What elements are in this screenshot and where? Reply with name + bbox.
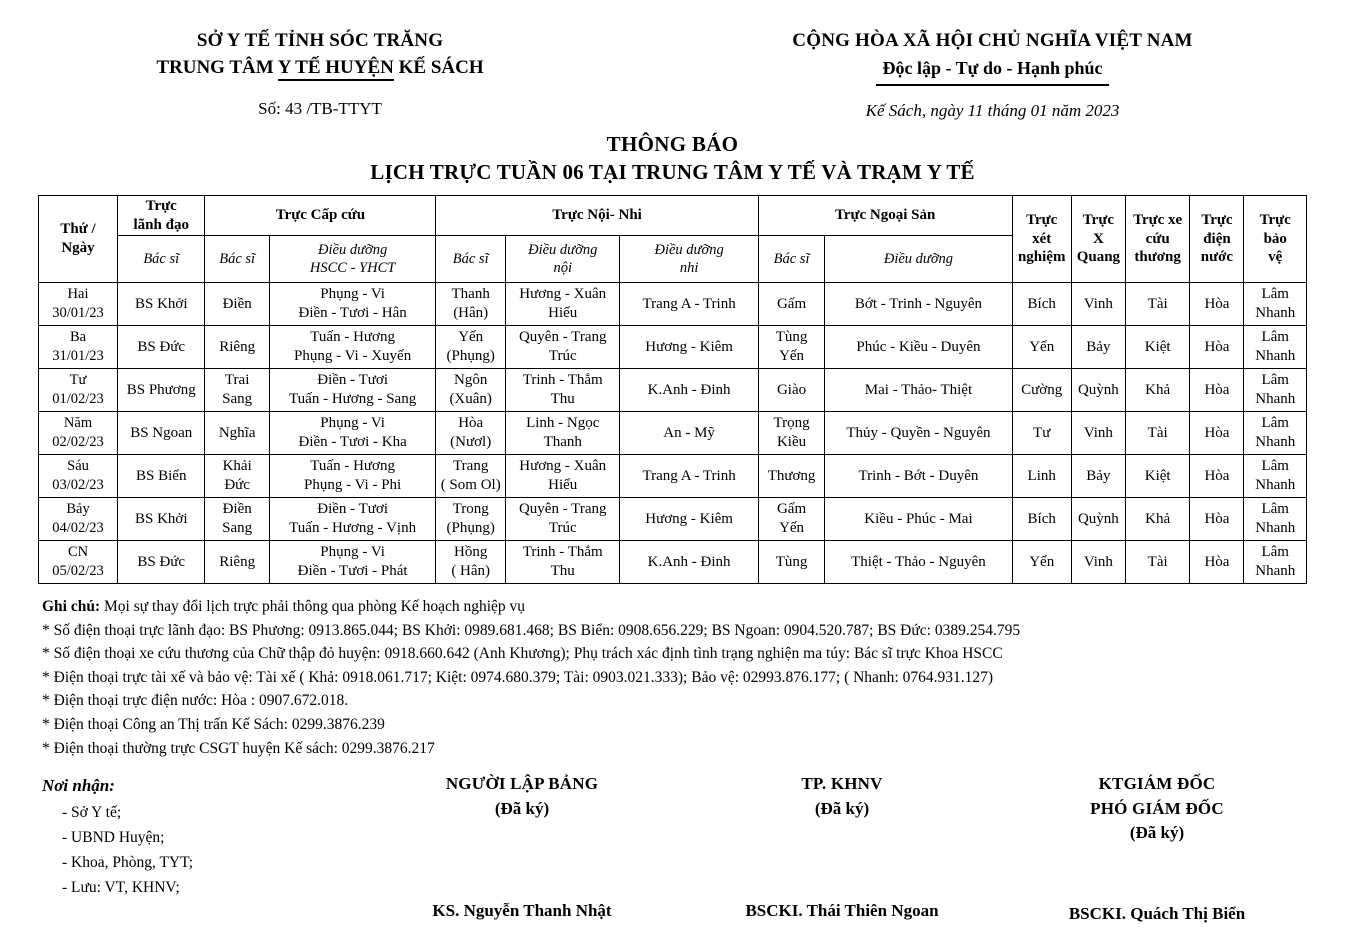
recipients-title: Nơi nhận: [42,776,115,796]
cell-int-nurse-l1: Trinh - Thắm [522,543,603,560]
cell-emg-nurse-l1: Tuấn - Hương [310,328,395,345]
cell-emg-doctor [205,326,269,369]
cell-leader: BS Biển [118,455,205,498]
cell-int-doctor [436,283,506,326]
page-title: THÔNG BÁO [606,132,739,157]
signature-signed-note: (Đã ký) [814,798,870,818]
cell-driver: Khả [1125,369,1189,412]
cell-day-date: 02/02/23 [52,434,104,451]
cell-power: Hòa [1190,412,1244,455]
cell-emg-nurse [269,369,435,412]
cell-guard-l2: Nhanh [1255,434,1296,451]
th-ambulance-duty [1125,195,1189,283]
cell-day-date: 31/01/23 [52,348,104,365]
recipient-item: - Lưu: VT, KHNV; [62,878,180,896]
cell-emg-nurse-l2: Tuấn - Hương - Sang [289,391,417,408]
cell-day [39,498,118,541]
cell-int-nurse-l1: Quyên - Trang [518,500,607,517]
cell-emg-doctor-l1: Trai [224,371,250,388]
recipient-item: - Khoa, Phòng, TYT; [62,853,194,871]
cell-int-nurse [506,326,620,369]
cell-int-doctor-l2: (Phụng) [446,348,495,365]
province-health-department: SỞ Y TẾ TỈNH SÓC TRĂNG [196,30,444,51]
cell-day-name: Bảy [66,501,90,518]
cell-emg-nurse-l2: Điền - Tươi - Phát [297,563,408,580]
cell-peds-nurse: K.Anh - Đinh [620,369,758,412]
cell-leader: BS Khởi [118,498,205,541]
cell-surg-nurse: Trinh - Bớt - Duyên [825,455,1012,498]
table-body [39,283,1307,584]
cell-surg-doctor-l1: Tùng [775,328,808,345]
cell-surg-nurse: Bớt - Trinh - Nguyên [825,283,1012,326]
cell-int-doctor-l1: Thanh [451,285,490,302]
cell-emg-doctor-l1: Riêng [219,553,256,570]
cell-day-name: Tư [69,372,87,389]
cell-guard [1244,541,1307,584]
cell-emg-nurse [269,455,435,498]
cell-emg-nurse-l2: Phụng - Vi - Phi [304,477,402,494]
cell-emg-nurse-l1: Phụng - Vi [320,414,385,431]
cell-surg-doctor [758,326,825,369]
table-row [39,283,1307,326]
cell-driver: Tài [1125,283,1189,326]
table-row [39,412,1307,455]
cell-peds-nurse: An - Mỹ [620,412,758,455]
cell-emg-nurse-l1: Phụng - Vi [320,285,385,302]
cell-int-nurse-l1: Hương - Xuân [519,457,607,474]
cell-int-nurse-l1: Trinh - Thắm [522,371,603,388]
th-ambulance-l3: thương [1134,249,1181,266]
cell-emg-nurse [269,412,435,455]
cell-int-nurse [506,498,620,541]
th-emg-doctor: Bác sĩ [205,236,269,283]
th-guard-l3: vệ [1268,249,1283,266]
cell-peds-nurse: Trang A - Trinh [620,283,758,326]
signature-role: TP. KHNV [801,774,883,794]
cell-emg-doctor-l1: Điền [222,295,252,312]
cell-day [39,455,118,498]
cell-emg-doctor-l2: Sang [222,391,253,408]
cell-int-doctor-l1: Hòa [458,414,484,431]
th-xray-l3: Quang [1076,249,1121,266]
th-guard-l2: bảo [1263,230,1287,247]
th-emergency-duty: Trực Cấp cứu [205,195,436,236]
th-lab-l1: Trực [1026,211,1058,228]
th-surg-doctor: Bác sĩ [758,236,825,283]
cell-power: Hòa [1190,541,1244,584]
signature-role: NGƯỜI LẬP BẢNG [445,774,599,794]
cell-xray: Vinh [1071,412,1125,455]
table-row [39,498,1307,541]
th-leader-doctor: Bác sĩ [118,236,205,283]
cell-emg-nurse-l1: Tuấn - Hương [310,457,395,474]
health-center-name [156,55,483,82]
table-header [39,195,1307,283]
note-line: * Điện thoại thường trực CSGT huyện Kế sách: 0299.3876.217 [42,739,435,757]
th-surg-nurse: Điều dưỡng [825,236,1012,283]
cell-lab: Cường [1012,369,1071,412]
cell-emg-nurse-l2: Phụng - Vi - Xuyến [294,348,412,365]
th-leader-duty [118,195,205,236]
cell-lab: Tư [1012,412,1071,455]
national-motto-wrap [640,55,1345,86]
cell-int-nurse [506,455,620,498]
th-ambulance-l1: Trực xe [1133,211,1183,228]
cell-lab: Yến [1012,326,1071,369]
cell-guard [1244,283,1307,326]
note-line: * Số điện thoại xe cứu thương của Chữ thập đỏ huyện: 0918.660.642 (Anh Khương); Phụ trách xác định tình trạng nghiện ma túy: Bác sĩ trực Khoa HSCC [42,645,1003,663]
th-xray-l2: X [1092,230,1104,247]
th-leader-l1: Trực [145,197,177,214]
cell-lab: Bích [1012,498,1071,541]
signature-name: BSCKI. Quách Thị Biển [1068,904,1246,923]
th-xray-l1: Trực [1082,211,1114,228]
th-int-doctor: Bác sĩ [436,236,506,283]
cell-emg-doctor [205,498,269,541]
cell-day-date: 01/02/23 [52,391,104,408]
cell-guard-l1: Lâm [1261,543,1289,560]
cell-int-nurse-l1: Linh - Ngọc [526,414,600,431]
th-emg-nurse-l2: HSCC - YHCT [309,260,396,277]
cell-int-doctor-l2: (Phụng) [446,520,495,537]
recipient-item: - UBND Huyện; [62,828,165,846]
signature-name: KS. Nguyễn Thanh Nhật [432,901,612,921]
cell-leader: BS Đức [118,541,205,584]
cell-int-doctor-l2: ( Som Ol) [440,477,501,494]
cell-int-doctor-l2: (Hân) [453,305,489,322]
cell-int-nurse-l2: Trúc [548,348,577,365]
cell-surg-doctor [758,455,825,498]
th-emg-nurse-l1: Điều dưỡng [318,242,388,259]
cell-xray: Vinh [1071,283,1125,326]
th-int-nurse [506,236,620,283]
cell-guard-l2: Nhanh [1255,305,1296,322]
cell-surg-doctor [758,283,825,326]
cell-guard-l2: Nhanh [1255,391,1296,408]
cell-surg-nurse: Thiệt - Thảo - Nguyên [825,541,1012,584]
cell-surg-doctor-l2: Kiều [776,434,807,451]
cell-int-nurse-l2: Thu [550,563,575,580]
cell-int-nurse-l2: Thu [550,391,575,408]
cell-leader: BS Phương [118,369,205,412]
cell-surg-doctor [758,541,825,584]
cell-int-nurse-l2: Hiếu [548,477,578,494]
cell-emg-nurse-l1: Phụng - Vi [320,543,385,560]
health-center-prefix: TRUNG TÂM [156,56,278,78]
cell-power: Hòa [1190,369,1244,412]
th-lab-l2: xét [1032,230,1052,247]
cell-day [39,412,118,455]
note-line: * Điện thoại trực điện nước: Hòa : 0907.672.018. [42,692,349,710]
signature-column-director [992,772,1322,927]
cell-int-doctor [436,541,506,584]
signature-role-second: PHÓ GIÁM ĐỐC [1090,798,1224,818]
cell-surg-nurse: Phúc - Kiều - Duyên [825,326,1012,369]
table-row [39,326,1307,369]
cell-emg-doctor [205,369,269,412]
cell-day-date: 05/02/23 [52,563,104,580]
cell-emg-nurse-l1: Điền - Tươi [317,371,389,388]
cell-leader: BS Khởi [118,283,205,326]
cell-emg-doctor-l1: Nghĩa [218,424,256,441]
th-day [39,195,118,283]
cell-int-doctor-l2: (Xuân) [449,391,492,408]
note-line: * Số điện thoại trực lãnh đạo: BS Phương: 0913.865.044; BS Khởi: 0989.681.468; BS Biển: 0908.656.229; BS Ngoan: 0904.520.787; BS Đức: 0389.254.795 [42,621,1021,639]
th-power-l2: điện [1203,230,1231,247]
header-left-block [0,28,640,122]
cell-surg-nurse: Kiều - Phúc - Mai [825,498,1012,541]
signature-name: BSCKI. Thái Thiên Ngoan [745,901,939,921]
cell-guard [1244,369,1307,412]
cell-int-doctor-l1: Trang [453,457,489,474]
cell-emg-nurse [269,498,435,541]
cell-day-name: CN [67,544,89,561]
cell-guard [1244,326,1307,369]
cell-int-nurse-l2: Thanh [543,434,582,451]
cell-day [39,326,118,369]
cell-day-name: Hai [67,286,89,303]
cell-power: Hòa [1190,498,1244,541]
cell-emg-doctor-l2: Đức [224,477,250,494]
th-xray-duty [1071,195,1125,283]
cell-emg-nurse [269,541,435,584]
table-row [39,369,1307,412]
recipient-item: - Sở Y tế; [62,803,122,821]
cell-emg-doctor-l2: Sang [222,520,253,537]
th-peds-nurse-l2: nhi [679,260,699,277]
cell-surg-doctor-l1: Giào [776,381,807,398]
cell-driver: Khả [1125,498,1189,541]
th-int-nurse-l2: nội [553,260,572,277]
cell-int-nurse-l1: Hương - Xuân [519,285,607,302]
cell-day-name: Ba [69,329,87,346]
cell-day-name: Năm [63,415,93,432]
notes-intro-text: Mọi sự thay đổi lịch trực phải thông qua phòng Kế hoạch nghiệp vụ [100,598,526,616]
duty-schedule-table [38,195,1307,585]
cell-int-nurse [506,283,620,326]
th-ambulance-l2: cứu [1145,230,1170,247]
cell-emg-nurse [269,283,435,326]
schedule-table-wrap [0,187,1345,585]
cell-int-doctor-l1: Yến [458,328,484,345]
cell-emg-nurse-l1: Điền - Tươi [317,500,389,517]
cell-driver: Tài [1125,541,1189,584]
cell-int-doctor-l2: ( Hân) [451,563,491,580]
cell-peds-nurse: Hương - Kiêm [620,498,758,541]
cell-int-doctor-l2: (Nươl) [450,434,492,451]
cell-guard-l2: Nhanh [1255,477,1296,494]
cell-guard-l1: Lâm [1261,328,1289,345]
cell-power: Hòa [1190,326,1244,369]
cell-driver: Kiệt [1125,326,1189,369]
signature-role: KTGIÁM ĐỐC [1098,774,1216,794]
th-guard-l1: Trực [1259,211,1291,228]
cell-driver: Kiệt [1125,455,1189,498]
cell-emg-doctor [205,412,269,455]
cell-surg-doctor-l1: Gấm [776,500,807,517]
cell-int-nurse-l1: Quyên - Trang [518,328,607,345]
national-title: CỘNG HÒA XÃ HỘI CHỦ NGHĨA VIỆT NAM [792,30,1193,51]
signature-column-preparer [352,772,692,927]
cell-xray: Bảy [1071,326,1125,369]
cell-int-doctor [436,369,506,412]
document-number: Số: 43 /TB-TTYT [258,98,382,118]
cell-emg-doctor-l1: Điền [222,500,252,517]
header-right-block [640,28,1345,122]
cell-guard-l2: Nhanh [1255,563,1296,580]
cell-int-doctor [436,498,506,541]
table-row [39,541,1307,584]
notes-label: Ghi chú: [42,598,101,616]
cell-guard-l1: Lâm [1261,285,1289,302]
cell-int-nurse [506,412,620,455]
cell-surg-doctor-l2: Yến [779,348,805,365]
cell-emg-doctor [205,455,269,498]
cell-int-doctor [436,455,506,498]
cell-lab: Yến [1012,541,1071,584]
th-peds-nurse [620,236,758,283]
cell-int-doctor-l1: Ngôn [454,371,488,388]
cell-surg-nurse: Thủy - Quyền - Nguyên [825,412,1012,455]
cell-int-doctor-l1: Trong [452,500,489,517]
signature-signed-note: (Đã ký) [494,798,550,818]
th-leader-l2: lãnh đạo [133,216,189,233]
note-line-intro [42,595,1345,619]
th-day-l1: Thứ / [60,220,96,237]
cell-peds-nurse: Hương - Kiêm [620,326,758,369]
cell-guard-l1: Lâm [1261,457,1289,474]
signature-area [0,772,1345,927]
note-line: * Điện thoại trực tài xế và bảo vệ: Tài xế ( Khả: 0918.061.717; Kiệt: 0974.680.379; Tài: 0903.021.333); Bảo vệ: 02993.876.177; ( Nhanh: 0764.931.127) [42,668,994,686]
cell-xray: Bảy [1071,455,1125,498]
document-header [0,0,1345,122]
cell-guard [1244,498,1307,541]
cell-xray: Quỳnh [1071,369,1125,412]
header-row-groups [39,195,1307,236]
th-guard-duty [1244,195,1307,283]
title-block [0,130,1345,187]
cell-surg-nurse: Mai - Thảo- Thiệt [825,369,1012,412]
th-lab-l3: nghiệm [1017,249,1066,266]
th-emg-nurse [269,236,435,283]
cell-xray: Vinh [1071,541,1125,584]
th-internal-peds-duty: Trực Nội- Nhi [436,195,758,236]
th-peds-nurse-l1: Điều dưỡng [654,242,724,259]
cell-driver: Tài [1125,412,1189,455]
cell-lab: Linh [1012,455,1071,498]
cell-surg-doctor [758,369,825,412]
th-power-l1: Trực [1201,211,1233,228]
th-lab-duty [1012,195,1071,283]
th-int-nurse-l1: Điều dưỡng [528,242,598,259]
health-center-line [0,55,640,82]
cell-emg-doctor-l1: Riêng [219,338,256,355]
cell-int-doctor-l1: Hồng [454,543,488,560]
health-center-underlined: Y TẾ HUYỆN [278,57,394,81]
cell-emg-nurse-l2: Tuấn - Hương - Vịnh [289,520,417,537]
cell-surg-doctor-l1: Trọng [773,414,810,431]
cell-emg-nurse-l2: Điền - Tươi - Kha [298,434,407,451]
note-line: * Điện thoại Công an Thị trấn Kế Sách: 0299.3876.239 [42,715,385,733]
cell-peds-nurse: K.Anh - Đinh [620,541,758,584]
page-subtitle: LỊCH TRỰC TUẦN 06 TẠI TRUNG TÂM Y TẾ VÀ TRẠM Y TẾ [370,160,975,185]
cell-emg-doctor [205,541,269,584]
cell-lab: Bích [1012,283,1071,326]
cell-day-date: 30/01/23 [52,305,104,322]
cell-int-nurse [506,541,620,584]
cell-int-doctor [436,326,506,369]
cell-leader: BS Đức [118,326,205,369]
cell-int-nurse-l2: Hiếu [548,305,578,322]
th-surgery-ob-duty: Trực Ngoại Sản [758,195,1012,236]
th-day-l2: Ngày [61,240,95,256]
cell-surg-doctor-l1: Tùng [775,553,808,570]
cell-int-nurse [506,369,620,412]
cell-guard [1244,455,1307,498]
th-power-l3: nước [1200,249,1234,266]
cell-day [39,369,118,412]
national-motto: Độc lập - Tự do - Hạnh phúc [876,55,1108,86]
signature-column-khnv [692,772,992,927]
cell-surg-doctor-l1: Thương [767,467,816,484]
cell-xray: Quỳnh [1071,498,1125,541]
cell-guard-l1: Lâm [1261,371,1289,388]
cell-surg-doctor [758,498,825,541]
recipients-block [42,772,352,927]
cell-guard-l2: Nhanh [1255,520,1296,537]
cell-guard-l1: Lâm [1261,414,1289,431]
cell-leader: BS Ngoan [118,412,205,455]
cell-emg-doctor-l1: Khải [222,457,252,474]
cell-day [39,541,118,584]
cell-peds-nurse: Trang A - Trinh [620,455,758,498]
signature-signed-note: (Đã ký) [1129,823,1185,843]
cell-day [39,283,118,326]
cell-power: Hòa [1190,455,1244,498]
table-row [39,455,1307,498]
notes-section [0,584,1345,760]
cell-power: Hòa [1190,283,1244,326]
cell-day-date: 04/02/23 [52,520,104,537]
cell-surg-doctor-l2: Yến [779,520,805,537]
cell-guard-l1: Lâm [1261,500,1289,517]
th-power-duty [1190,195,1244,283]
cell-day-name: Sáu [67,458,89,475]
place-and-date: Kế Sách, ngày 11 tháng 01 năm 2023 [865,100,1120,120]
cell-guard [1244,412,1307,455]
cell-int-nurse-l2: Trúc [548,520,577,537]
cell-emg-nurse-l2: Điền - Tươi - Hân [298,305,407,322]
cell-emg-doctor [205,283,269,326]
cell-emg-nurse [269,326,435,369]
cell-int-doctor [436,412,506,455]
cell-surg-doctor [758,412,825,455]
cell-guard-l2: Nhanh [1255,348,1296,365]
cell-surg-doctor-l1: Gấm [776,295,807,312]
health-center-suffix: KẾ SÁCH [393,56,484,78]
cell-day-date: 03/02/23 [52,477,104,494]
